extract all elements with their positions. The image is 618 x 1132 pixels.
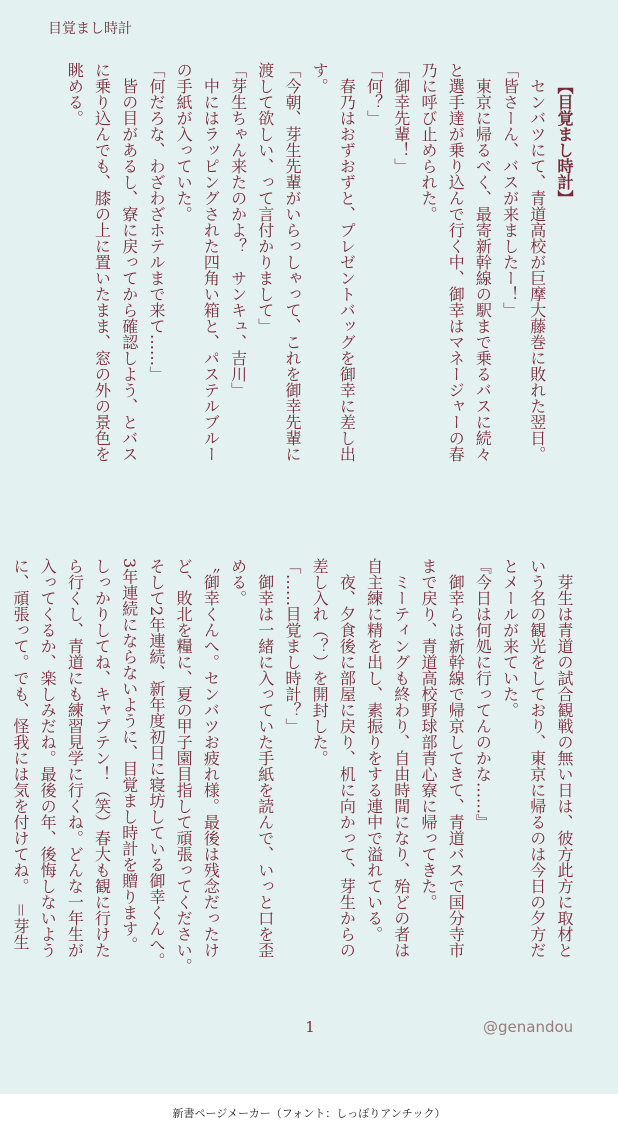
text-column: ど、敗北を糧に、夏の甲子園目指して頑張ってください。 (174, 558, 194, 974)
text-column: 「……目覚まし時計？」 (282, 558, 302, 734)
header-title: 目覚まし時計 (48, 21, 132, 37)
text-column: 「御幸先輩！」 (391, 62, 411, 174)
text-column: 東京に帰るべく、最寄新幹線の駅まで乗るバスに続々 (473, 62, 493, 462)
text-column: 眺める。 (65, 62, 85, 126)
text-column: 御幸は一緒に入っていた手紙を読んで、いっと口を歪 (255, 558, 275, 958)
text-column: 入ってくるか、楽しみだね。最後の年、後悔しないよう (38, 558, 58, 958)
text-column: センバツにて、青道高校が巨摩大藤巻に敗れた翌日。 (527, 62, 547, 462)
text-column: しっかりしてね、キャプテン！（笑）春大も観に行けた (92, 558, 112, 958)
text-column: 芽生は青道の試合観戦の無い日は、彼方此方に取材と (555, 558, 574, 958)
text-column: に、頑張って。でも、怪我には気を付けてね。 ＝芽生 (10, 558, 30, 951)
text-column: に乗り込んでも、膝の上に置いたまま、窓の外の景色を (92, 62, 112, 462)
story-title: 【目覚まし時計】 (555, 78, 574, 206)
text-column: ら行くし、青道にも練習見学に行くね。どんな一年生が (65, 558, 85, 958)
story-text-top (38, 62, 578, 522)
text-column: 乃に呼び止められた。 (418, 62, 438, 222)
text-column: 「皆さーん、バスが来ましたー！」 (500, 62, 520, 318)
text-column: そして2年連続、新年度初日に寝坊している御幸くんへ。 (146, 558, 166, 969)
story-text-bottom (10, 558, 578, 1028)
text-column: の手紙が入っていた。 (174, 62, 194, 222)
text-column: 春乃はおずおずと、プレゼントバッグを御幸に差し出 (337, 62, 357, 462)
text-column: 「何だろな、わざわざホテルまで来て……」 (146, 62, 166, 382)
text-column: 〝御幸くんへ。センバツお疲れ様。最後は残念だったけ (201, 558, 221, 958)
text-column: まで戻り、青道高校野球部青心寮に帰ってきた。 (418, 558, 438, 910)
text-column: める。 (228, 558, 248, 606)
text-column: 差し入れ（？）を開封した。 (310, 558, 330, 766)
text-column: 「何？」 (364, 62, 384, 126)
author-handle: @genandou (483, 1018, 574, 1036)
text-column: いう名の観光をしており、東京に帰るのは今日の夕方だ (527, 558, 547, 958)
text-column: と選手達が乗り込んで行く中、御幸はマネージャーの春 (446, 62, 466, 462)
text-column: 渡して欲しい、って言付かりまして」 (255, 62, 275, 334)
text-column: 夜、夕食後に部屋に戻り、机に向かって、芽生からの (337, 558, 357, 958)
page-number: 1 (305, 1018, 315, 1036)
text-column: 中にはラッピングされた四角い箱と、パステルブルー (201, 62, 221, 462)
text-column: 「芽生ちゃん来たのかよ？ サンキュ、吉川」 (228, 62, 248, 398)
text-column: 皆の目があるし、寮に戻ってから確認しよう、とバス (119, 62, 139, 462)
text-column: す。 (310, 62, 330, 94)
text-column: 自主練に精を出し、素振りをする連中で溢れている。 (364, 558, 384, 942)
text-column: ミーティングも終わり、自由時間になり、殆どの者は (391, 558, 411, 958)
text-column: 3年連続にならないように、目覚まし時計を贈ります。 (119, 558, 139, 953)
text-column: 御幸らは新幹線で帰京してきて、青道バスで国分寺市 (446, 558, 466, 958)
text-column: 『今日は何処に行ってんのかな……』 (473, 558, 493, 830)
text-column: とメールが来ていた。 (500, 558, 520, 718)
maker-credit: 新書ページメーカー（フォント：しっぽりアンチック） (172, 1107, 446, 1120)
text-column: 「今朝、芽生先輩がいらっしゃって、これを御幸先輩に (282, 62, 302, 462)
